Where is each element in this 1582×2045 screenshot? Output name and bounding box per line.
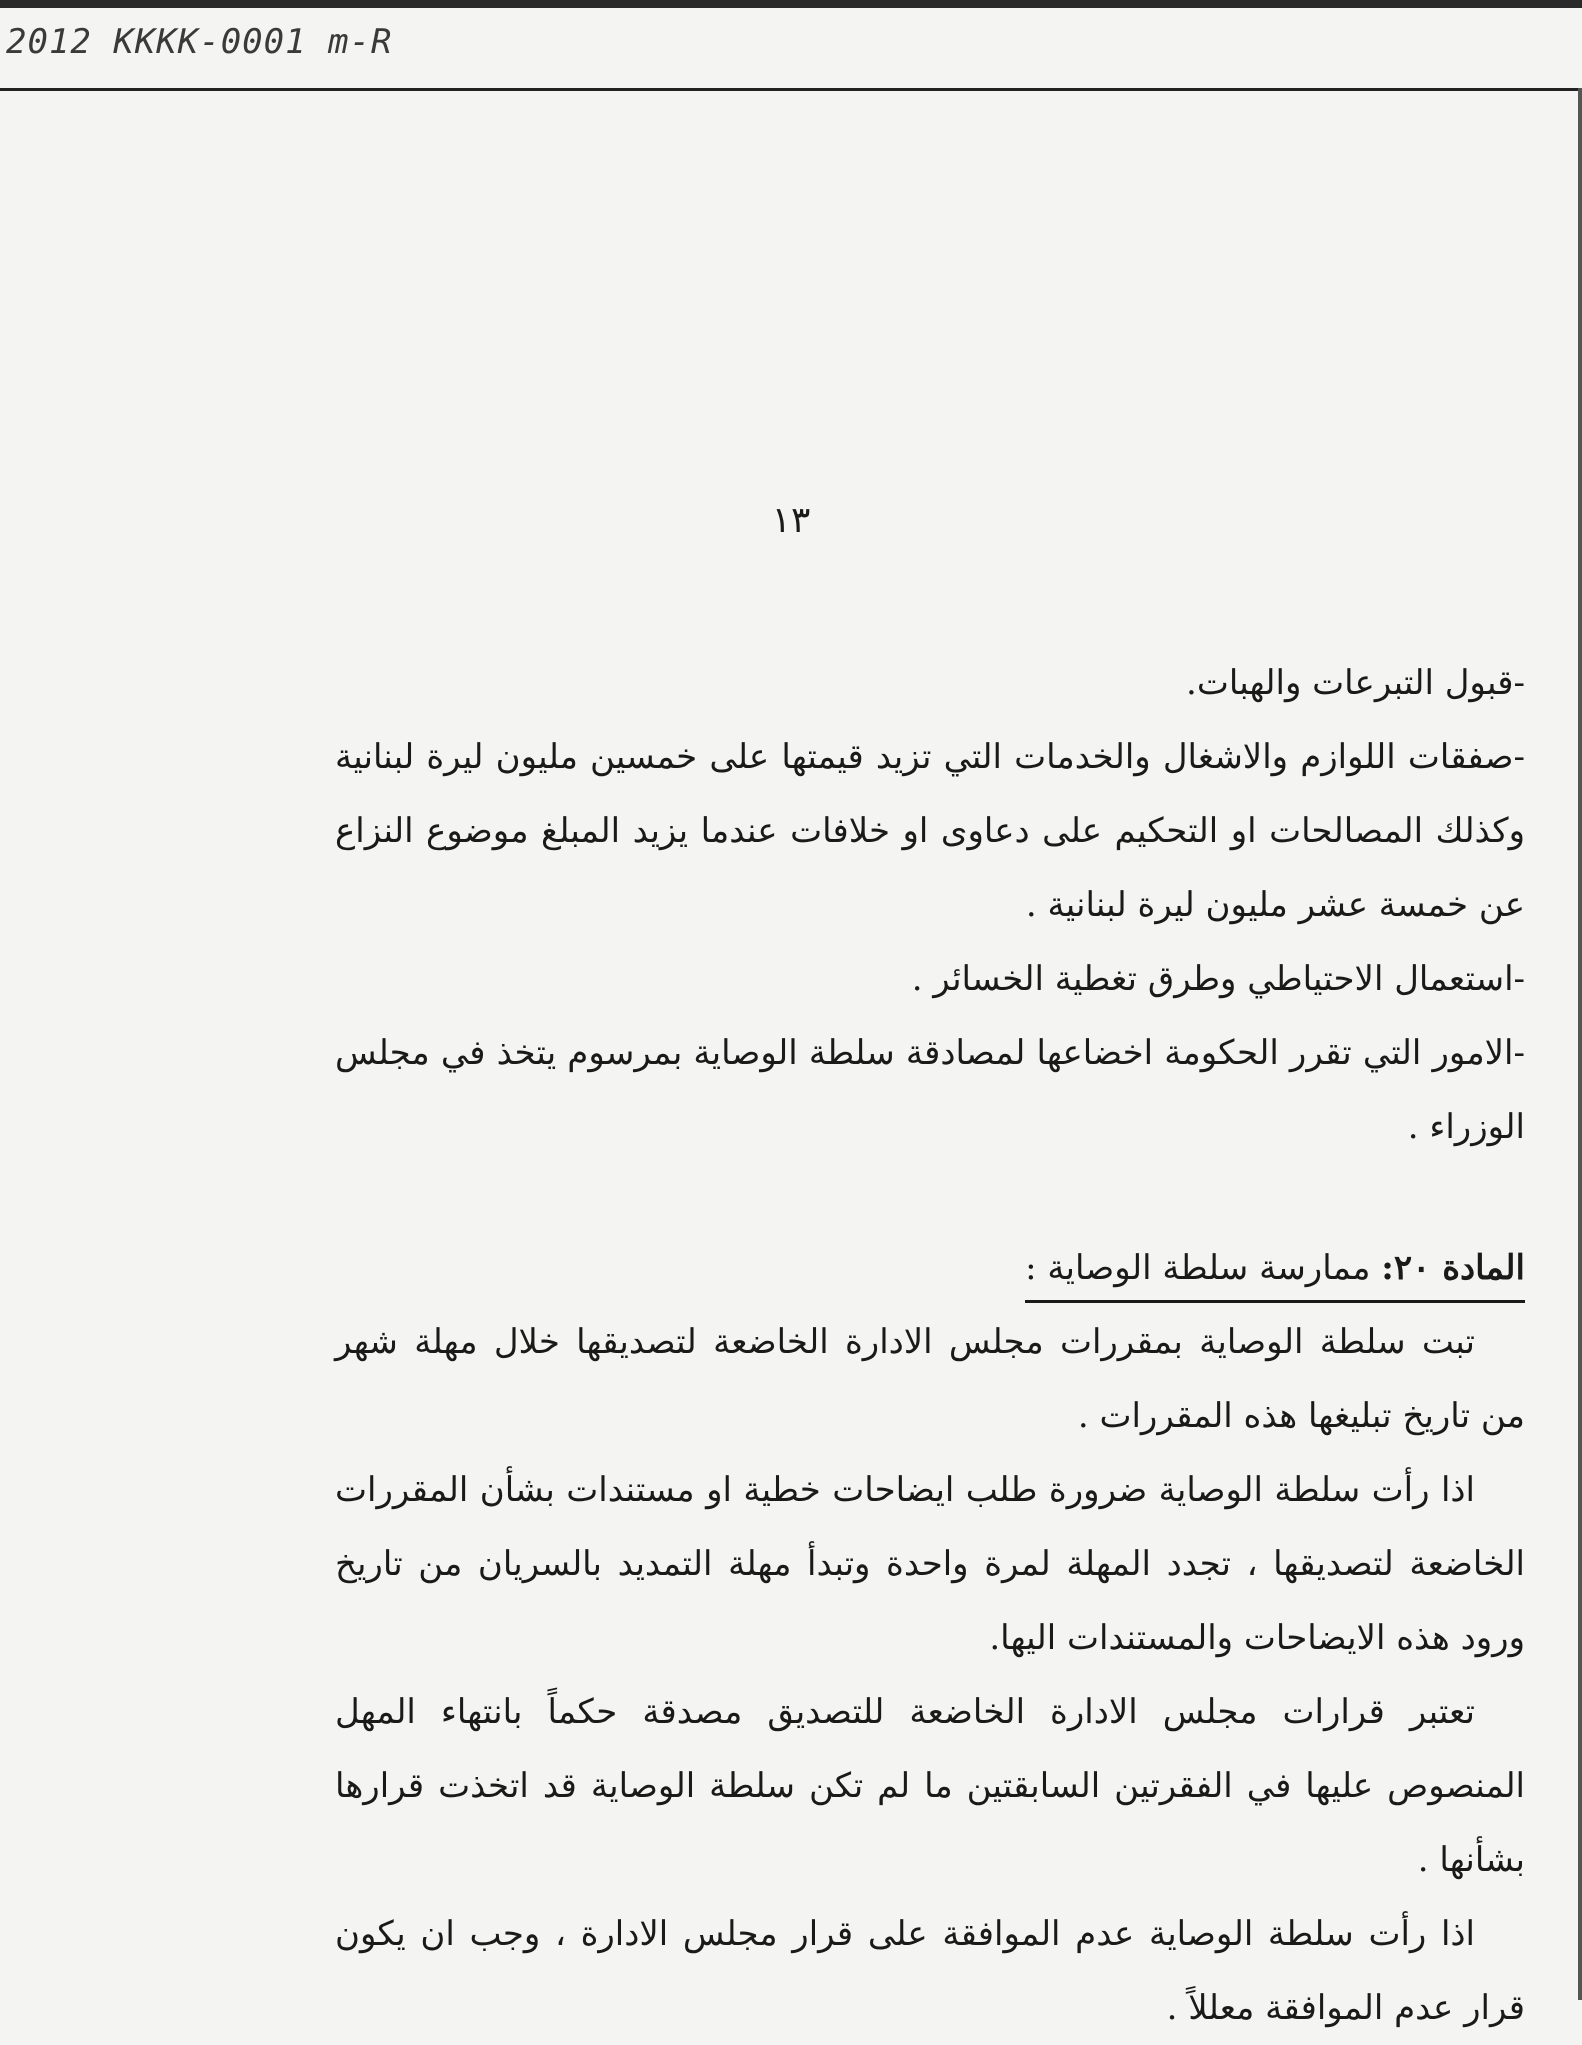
frame-top-border: [0, 88, 1582, 91]
article-number: المادة ٢٠:: [1381, 1248, 1525, 1288]
list-item: -قبول التبرعات والهبات.: [1186, 663, 1525, 703]
article-paragraph: تعتبر قرارات مجلس الادارة الخاضعة للتصديق مصدقة حكماً بانتهاء المهل المنصوص عليها في الفقرتين السابقتين ما لم تكن سلطة الوصاية قد اتخذت قرارها بشأنها .: [335, 1692, 1525, 1880]
frame-right-border: [1578, 88, 1582, 2000]
article-body: [335, 1305, 1525, 2045]
article-paragraph: اذا رأت سلطة الوصاية ضرورة طلب ايضاحات خطية او مستندات بشأن المقررات الخاضعة لتصديقها ، تجدد المهلة لمرة واحدة وتبدأ مهلة التمديد بالسريان من تاريخ ورود هذه الايضاحات والمستندات اليها.: [335, 1470, 1525, 1658]
list-item: -صفقات اللوازم والاشغال والخدمات التي تزيد قيمتها على خمسين مليون ليرة لبنانية وكذلك المصالحات او التحكيم على دعاوى او خلافات عندما يزيد المبلغ موضوع النزاع عن خمسة عشر مليون ليرة لبنانية .: [335, 737, 1525, 925]
list-item: -الامور التي تقرر الحكومة اخضاعها لمصادقة سلطة الوصاية بمرسوم يتخذ في مجلس الوزراء .: [335, 1033, 1525, 1147]
handwritten-code: 2012 KKKK-0001 m-R: [6, 22, 393, 62]
article-heading-underlined: [1025, 1238, 1525, 1303]
list-block: [335, 646, 1525, 1164]
article-title: ممارسة سلطة الوصاية :: [1025, 1248, 1371, 1288]
page-number: ١٣: [771, 500, 811, 541]
scan-top-edge: [0, 0, 1582, 8]
article-paragraph: اذا رأت سلطة الوصاية عدم الموافقة على قرار مجلس الادارة ، وجب ان يكون قرار عدم الموافقة معللاً .: [335, 1914, 1525, 2028]
article-heading: [335, 1238, 1525, 1303]
article-paragraph: تبت سلطة الوصاية بمقررات مجلس الادارة الخاضعة لتصديقها خلال مهلة شهر من تاريخ تبليغها هذه المقررات .: [335, 1322, 1525, 1436]
list-item: -استعمال الاحتياطي وطرق تغطية الخسائر .: [911, 959, 1525, 999]
